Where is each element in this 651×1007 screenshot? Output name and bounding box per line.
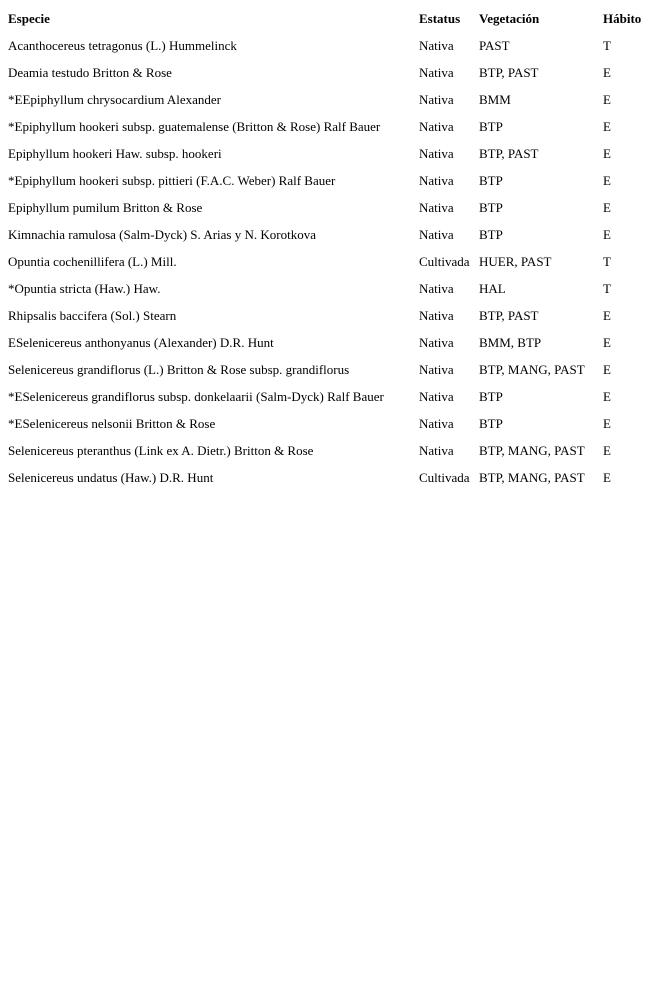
vegetation-cell: BTP, MANG, PAST: [479, 361, 585, 377]
status-cell: Nativa: [419, 280, 454, 296]
habit-cell: E: [603, 361, 611, 377]
table-row: [6, 32, 649, 59]
table-row: [6, 302, 649, 329]
table-row: [6, 275, 649, 302]
species-cell: *Epiphyllum hookeri subsp. guatemalense (Britton & Rose) Ralf Bauer: [8, 118, 381, 134]
status-cell: Nativa: [419, 199, 454, 215]
status-cell: Nativa: [419, 64, 454, 80]
table-row: [6, 221, 649, 248]
species-cell: Opuntia cochenillifera (L.) Mill.: [8, 253, 177, 269]
habit-cell: E: [603, 118, 611, 134]
species-cell: Selenicereus undatus (Haw.) D.R. Hunt: [8, 469, 214, 485]
vegetation-cell: BTP: [479, 388, 503, 404]
table-row: [6, 383, 649, 410]
table-header-row: [6, 5, 649, 32]
habit-cell: T: [603, 280, 611, 296]
status-cell: Cultivada: [419, 469, 470, 485]
habit-cell: E: [603, 145, 611, 161]
habit-cell: E: [603, 226, 611, 242]
status-cell: Nativa: [419, 442, 454, 458]
vegetation-cell: BTP: [479, 199, 503, 215]
species-cell: *ESelenicereus nelsonii Britton & Rose: [8, 415, 216, 431]
header-vegetacion: Vegetación: [479, 10, 540, 26]
vegetation-cell: BMM: [479, 91, 511, 107]
habit-cell: E: [603, 91, 611, 107]
table-row: [6, 86, 649, 113]
vegetation-cell: PAST: [479, 37, 510, 53]
species-table: [6, 5, 649, 491]
status-cell: Nativa: [419, 91, 454, 107]
vegetation-cell: BTP: [479, 118, 503, 134]
species-cell: Rhipsalis baccifera (Sol.) Stearn: [8, 307, 177, 323]
table-row: [6, 113, 649, 140]
status-cell: Nativa: [419, 415, 454, 431]
vegetation-cell: BTP, PAST: [479, 145, 539, 161]
habit-cell: E: [603, 199, 611, 215]
status-cell: Nativa: [419, 226, 454, 242]
vegetation-cell: BTP, MANG, PAST: [479, 469, 585, 485]
vegetation-cell: BMM, BTP: [479, 334, 542, 350]
table-row: [6, 59, 649, 86]
status-cell: Nativa: [419, 361, 454, 377]
status-cell: Nativa: [419, 307, 454, 323]
habit-cell: E: [603, 442, 611, 458]
status-cell: Nativa: [419, 118, 454, 134]
habit-cell: T: [603, 37, 611, 53]
habit-cell: E: [603, 172, 611, 188]
vegetation-cell: BTP: [479, 415, 503, 431]
table-row: [6, 329, 649, 356]
vegetation-cell: BTP, MANG, PAST: [479, 442, 585, 458]
vegetation-cell: BTP, PAST: [479, 64, 539, 80]
species-cell: Epiphyllum hookeri Haw. subsp. hookeri: [8, 145, 222, 161]
species-cell: Deamia testudo Britton & Rose: [8, 64, 172, 80]
table-row: [6, 356, 649, 383]
table-row: [6, 140, 649, 167]
vegetation-cell: BTP, PAST: [479, 307, 539, 323]
table-row: [6, 248, 649, 275]
species-cell: *Opuntia stricta (Haw.) Haw.: [8, 280, 161, 296]
species-cell: Epiphyllum pumilum Britton & Rose: [8, 199, 203, 215]
habit-cell: E: [603, 415, 611, 431]
species-cell: *ESelenicereus grandiflorus subsp. donkelaarii (Salm-Dyck) Ralf Bauer: [8, 388, 384, 404]
header-especie: Especie: [8, 10, 50, 26]
habit-cell: E: [603, 334, 611, 350]
habit-cell: E: [603, 469, 611, 485]
header-estatus: Estatus: [419, 10, 461, 26]
habit-cell: T: [603, 253, 611, 269]
species-cell: Selenicereus grandiflorus (L.) Britton & Rose subsp. grandiflorus: [8, 361, 350, 377]
species-cell: ESelenicereus anthonyanus (Alexander) D.R. Hunt: [8, 334, 274, 350]
table-row: [6, 464, 649, 491]
status-cell: Cultivada: [419, 253, 470, 269]
status-cell: Nativa: [419, 37, 454, 53]
species-cell: Kimnachia ramulosa (Salm-Dyck) S. Arias y N. Korotkova: [8, 226, 316, 242]
table-row: [6, 167, 649, 194]
habit-cell: E: [603, 64, 611, 80]
species-cell: *Epiphyllum hookeri subsp. pittieri (F.A.C. Weber) Ralf Bauer: [8, 172, 336, 188]
status-cell: Nativa: [419, 145, 454, 161]
status-cell: Nativa: [419, 388, 454, 404]
table-row: [6, 410, 649, 437]
table-row: [6, 437, 649, 464]
species-cell: Acanthocereus tetragonus (L.) Hummelinck: [8, 37, 237, 53]
status-cell: Nativa: [419, 334, 454, 350]
vegetation-cell: BTP: [479, 172, 503, 188]
species-cell: *EEpiphyllum chrysocardium Alexander: [8, 91, 222, 107]
header-habito: Hábito: [603, 10, 642, 26]
vegetation-cell: HUER, PAST: [479, 253, 552, 269]
species-cell: Selenicereus pteranthus (Link ex A. Dietr.) Britton & Rose: [8, 442, 314, 458]
vegetation-cell: HAL: [479, 280, 506, 296]
habit-cell: E: [603, 388, 611, 404]
table-row: [6, 194, 649, 221]
habit-cell: E: [603, 307, 611, 323]
status-cell: Nativa: [419, 172, 454, 188]
vegetation-cell: BTP: [479, 226, 503, 242]
